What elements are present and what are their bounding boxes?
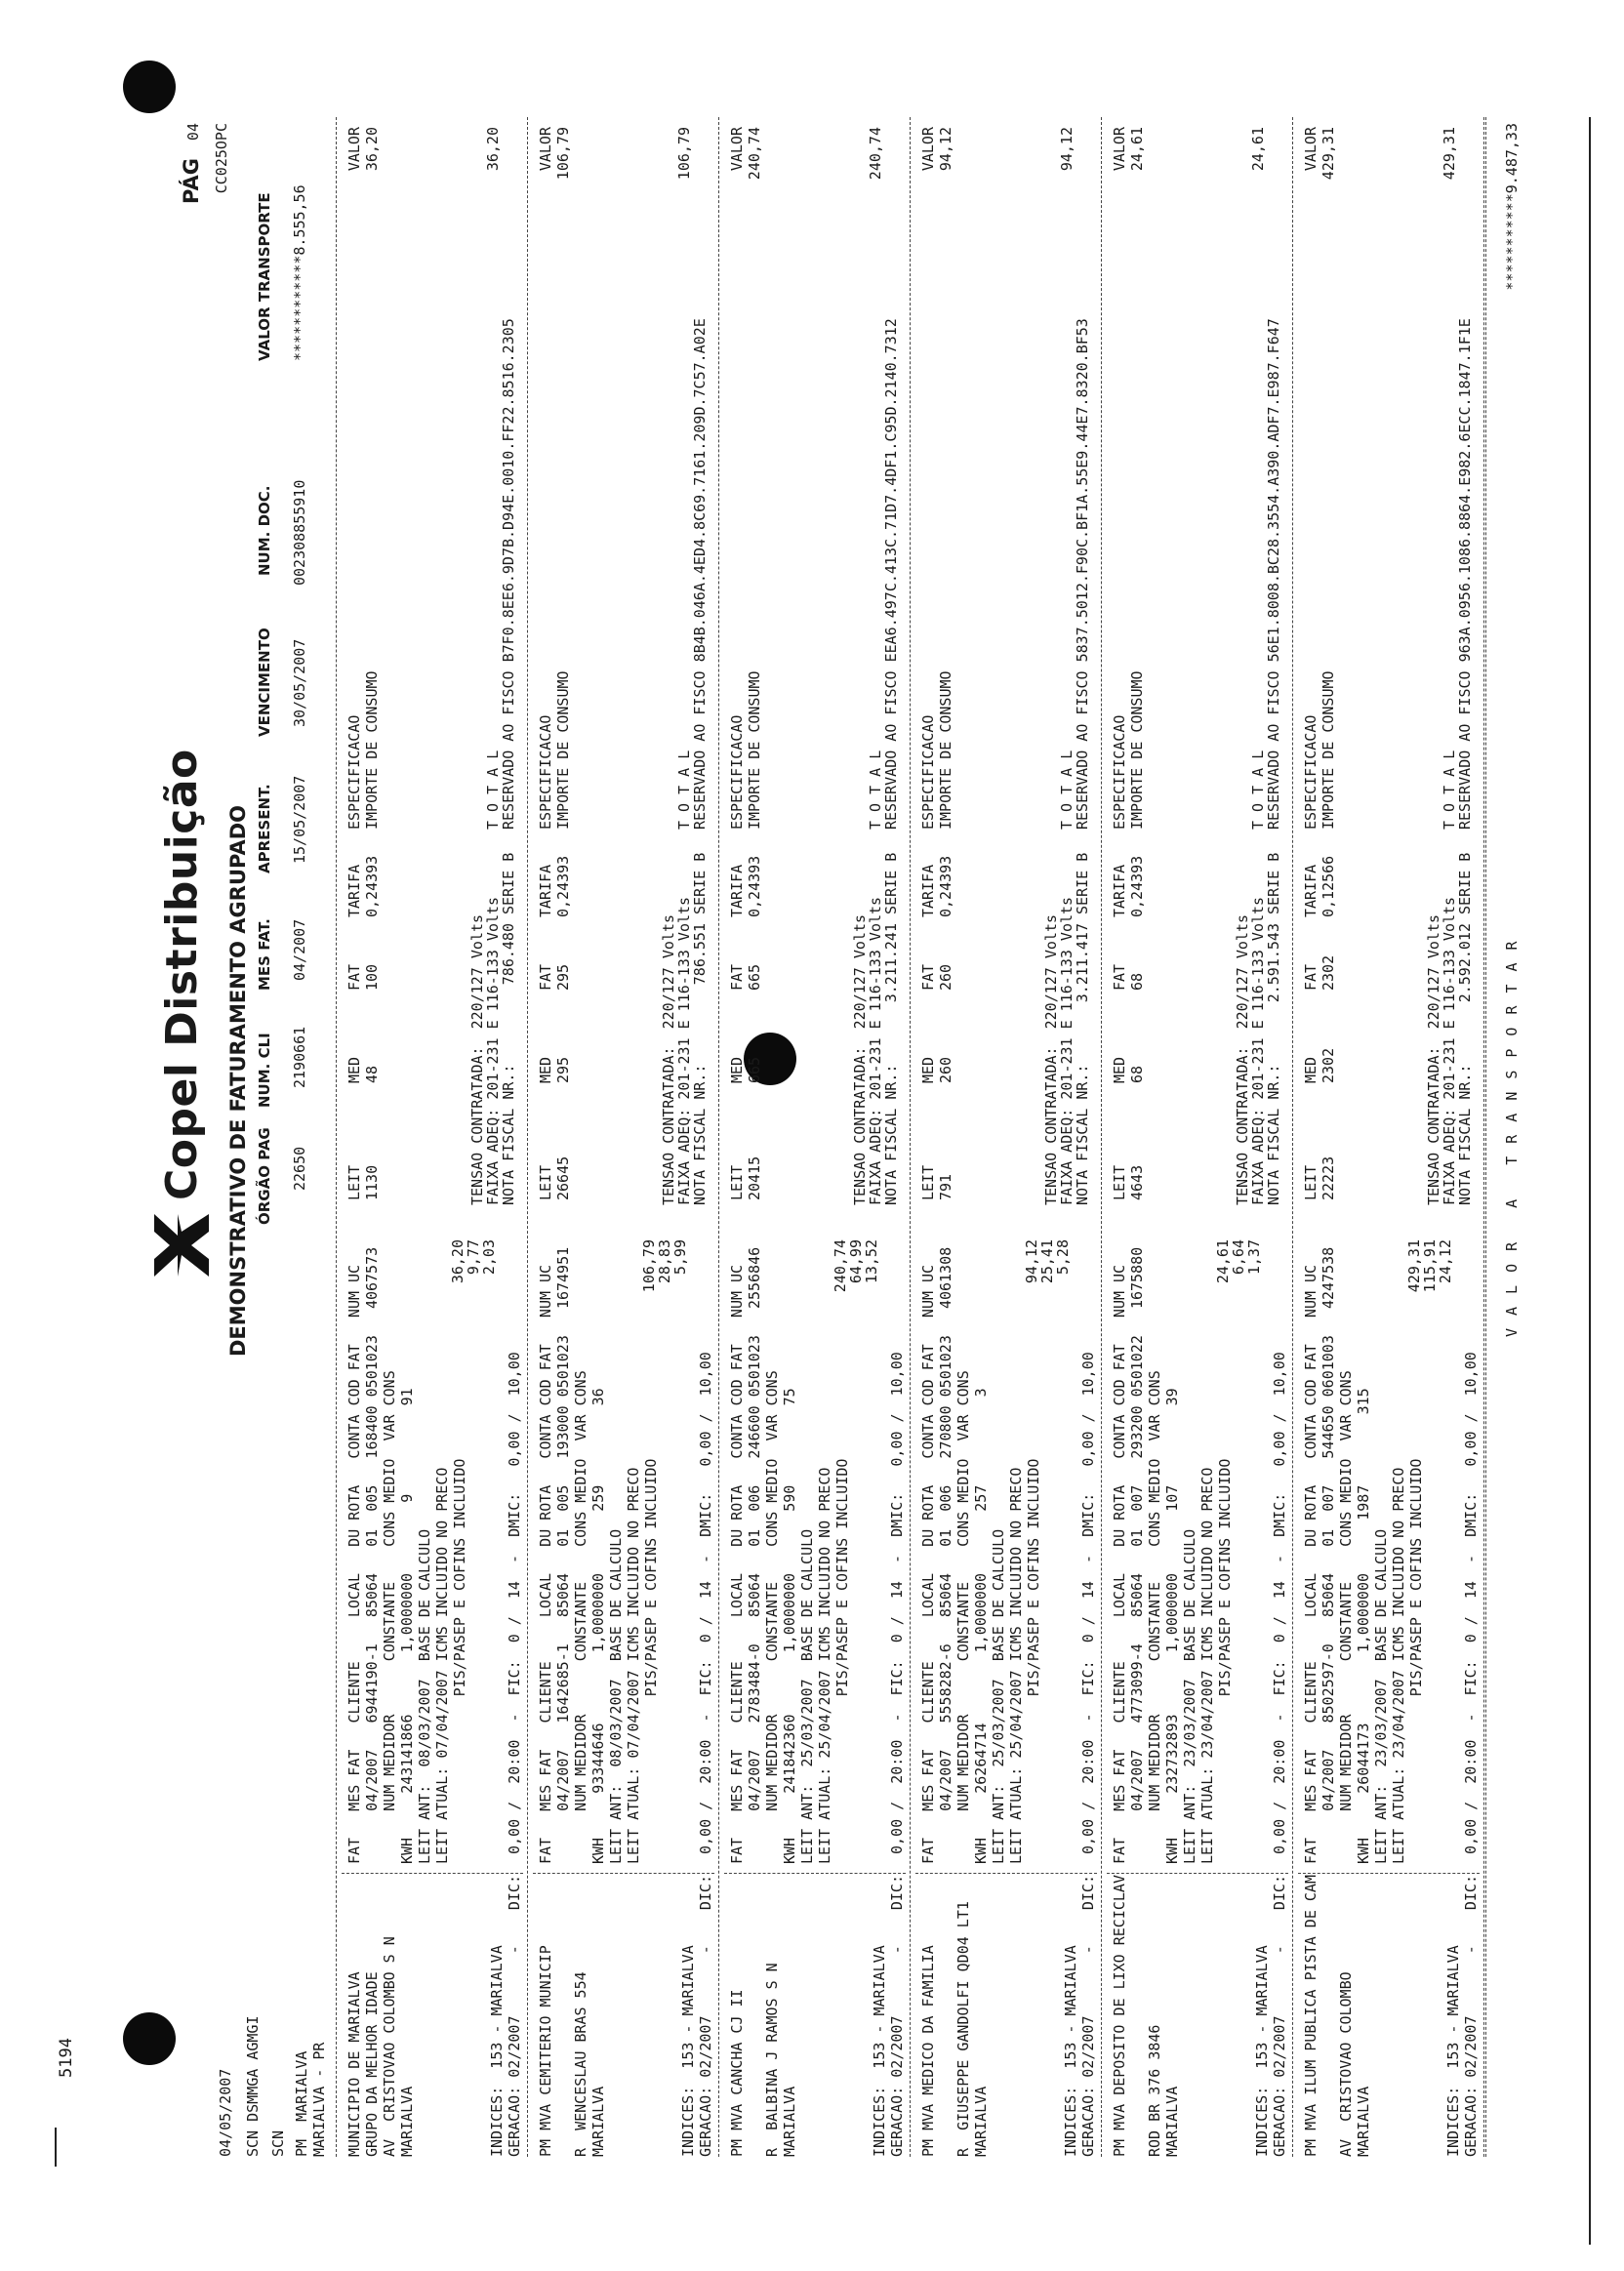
mes-fat-value: 04/2007 <box>291 918 308 981</box>
record-geracao: GERACAO: 02/2007 - DIC: <box>697 1875 714 2157</box>
record-fat-value: 295 <box>554 963 572 991</box>
record-billing-line: NUM MEDIDOR CONSTANTE CONS MEDIO VAR CONS <box>1337 1370 1355 1864</box>
form-code: CC025OPC <box>213 123 230 194</box>
record-total-label: T O T A L <box>484 750 502 830</box>
record-leit-value: 1130 <box>363 1164 381 1200</box>
record-espec-value: IMPORTE DE CONSUMO <box>746 670 763 830</box>
record-valor-label: VALOR <box>919 127 937 172</box>
record-tensao-line: NOTA FISCAL NR.: 2.591.543 SERIE B <box>1265 852 1282 1205</box>
record-billing-line: KWH 241842360 1,0000000 590 75 <box>781 1388 798 1864</box>
record-tax-value: 5,28 <box>1054 1239 1072 1276</box>
record-divider <box>1483 117 1484 2157</box>
record-billing-line: 04/2007 8502597-0 85064 01 007 544650 0601003 4247538 <box>1320 1246 1337 1864</box>
record-billing-line: LEIT ATUAL: 25/04/2007 ICMS INCLUIDO NO PRECO <box>816 1467 833 1864</box>
record-fat-label: FAT <box>1111 963 1128 991</box>
record-billing-line: LEIT ATUAL: 07/04/2007 ICMS INCLUIDO NO PRECO <box>433 1467 451 1864</box>
record-total-label: T O T A L <box>1249 750 1267 830</box>
record-tensao-line: TENSAO CONTRATADA: 220/127 Volts <box>1042 913 1060 1205</box>
record-tensao-line: NOTA FISCAL NR.: 3.211.417 SERIE B <box>1074 852 1091 1205</box>
record-espec-value: IMPORTE DE CONSUMO <box>937 670 954 830</box>
record-tensao-line: FAIXA ADEQ: 201-231 E 116-133 Volts <box>1058 896 1076 1205</box>
record-fat-value: 260 <box>937 963 954 991</box>
vencimento-value: 30/05/2007 <box>291 638 308 727</box>
record-tarifa-label: TARIFA <box>537 864 554 917</box>
record-fat-label: FAT <box>345 963 363 991</box>
record-tax-value: 64,99 <box>847 1239 865 1284</box>
valor-a-transportar-label: VALOR A TRANSPORTAR <box>1503 928 1521 1337</box>
record-name-line: MARIALVA <box>1355 2086 1372 2157</box>
record-valor-label: VALOR <box>1302 127 1320 172</box>
record-indices: INDICES: 153 - MARIALVA <box>1062 1945 1079 2157</box>
page-frame-bottom-left <box>55 2128 57 2167</box>
record-tensao-line: NOTA FISCAL NR.: 786.480 SERIE B <box>500 852 517 1205</box>
record-espec-label: ESPECIFICACAO <box>1111 714 1128 830</box>
record-total-label: T O T A L <box>675 750 693 830</box>
record-tax-value: 36,20 <box>449 1239 467 1284</box>
record-name-line: MARIALVA <box>972 2086 990 2157</box>
record-espec-label: ESPECIFICACAO <box>1302 714 1320 830</box>
page-frame-right <box>1589 117 1591 2245</box>
apresent-value: 15/05/2007 <box>291 775 308 864</box>
record-valor-value: 94,12 <box>937 127 954 172</box>
col-orgao-pag: ÓRGÃO PAG <box>256 1127 273 1225</box>
record-total-label: T O T A L <box>1441 750 1458 830</box>
record-med-label: MED <box>728 1056 746 1083</box>
record-name-line: MARIALVA <box>1163 2086 1181 2157</box>
record-name-line: MUNICIPIO DE MARIALVA <box>345 1971 363 2157</box>
record-name-line: MARIALVA <box>398 2086 416 2157</box>
record-billing-line: LEIT ANT: 23/03/2007 BASE DE CALCULO <box>1181 1528 1198 1864</box>
record-leit-label: LEIT <box>919 1164 937 1200</box>
record-valor-value: 36,20 <box>363 127 381 172</box>
record-billing-line: NUM MEDIDOR CONSTANTE CONS MEDIO VAR CONS <box>763 1370 781 1864</box>
record-tensao-line: FAIXA ADEQ: 201-231 E 116-133 Volts <box>867 896 884 1205</box>
record-med-value: 48 <box>363 1065 381 1083</box>
record-geracao: GERACAO: 02/2007 - DIC: <box>506 1875 523 2157</box>
record-tensao-line: FAIXA ADEQ: 201-231 E 116-133 Volts <box>1249 896 1267 1205</box>
record-fat-label: FAT <box>537 963 554 991</box>
page-label: PÁG <box>180 158 203 205</box>
col-mes-fat: MES FAT. <box>256 918 273 991</box>
record-med-value: 665 <box>746 1056 763 1083</box>
record-leit-value: 4643 <box>1128 1164 1146 1200</box>
header-city: MARIALVA - PR <box>310 2042 328 2157</box>
header-code-line: SCN DSMMGA AGMGI <box>244 2015 262 2157</box>
record-tax-value: 5,99 <box>671 1239 689 1276</box>
record-leit-label: LEIT <box>1302 1164 1320 1200</box>
record-billing-line: 0,00 / 20:00 - FIC: 0 / 14 - DMIC: 0,00 / 10,00 <box>888 1352 906 1854</box>
record-name-line: AV CRISTOVAO COLOMBO S N <box>381 1936 398 2157</box>
record-indices: INDICES: 153 - MARIALVA <box>488 1945 506 2157</box>
record-espec-value: IMPORTE DE CONSUMO <box>363 670 381 830</box>
record-fisco: RESERVADO AO FISCO 56E1.8008.BC28.3554.A390.ADF7.E987.F647 <box>1265 318 1282 830</box>
record-tarifa-value: 0,24393 <box>554 855 572 917</box>
record-fisco: RESERVADO AO FISCO EEA6.497C.413C.71D7.4DF1.C95D.2140.7312 <box>882 318 900 830</box>
record-fisco: RESERVADO AO FISCO 8B4B.046A.4ED4.8C69.7161.209D.7C57.A02E <box>691 318 709 830</box>
record-billing-line: 04/2007 6944190-1 85064 01 005 168400 0501023 4067573 <box>363 1246 381 1864</box>
record-tax-value: 24,61 <box>1214 1239 1232 1284</box>
col-vencimento: VENCIMENTO <box>256 628 273 737</box>
record-total-label: T O T A L <box>867 750 884 830</box>
record-tax-value: 24,12 <box>1437 1239 1454 1284</box>
record-billing-line: PIS/PASEP E COFINS INCLUIDO <box>451 1458 468 1864</box>
record-billing-line: KWH 26044173 1,0000000 1987 315 <box>1355 1388 1372 1864</box>
record-med-label: MED <box>919 1056 937 1083</box>
record-leit-value: 22223 <box>1320 1156 1337 1200</box>
record-total-value: 240,74 <box>867 127 884 181</box>
record-billing-line: LEIT ANT: 08/03/2007 BASE DE CALCULO <box>607 1528 625 1864</box>
record-valor-value: 429,31 <box>1320 127 1337 181</box>
col-apresent: APRESENT. <box>256 784 273 873</box>
record-divider <box>718 117 719 2157</box>
record-valor-label: VALOR <box>537 127 554 172</box>
page-indicator <box>180 123 203 204</box>
record-billing-line: KWH 93344646 1,0000000 259 36 <box>589 1388 607 1864</box>
record-tarifa-label: TARIFA <box>1302 864 1320 917</box>
record-total-value: 106,79 <box>675 127 693 181</box>
record-fat-value: 2302 <box>1320 954 1337 991</box>
record-tax-value: 6,64 <box>1230 1239 1247 1276</box>
record-vertical-divider <box>1298 1873 1480 1874</box>
record-name-line: GRUPO DA MELHOR IDADE <box>363 1971 381 2157</box>
record-tax-value: 9,77 <box>465 1239 482 1276</box>
record-indices: INDICES: 153 - MARIALVA <box>871 1945 888 2157</box>
record-tarifa-label: TARIFA <box>1111 864 1128 917</box>
record-name-line: R GIUSEPPE GANDOLFI QD04 LT1 <box>954 1901 972 2157</box>
record-tarifa-label: TARIFA <box>919 864 937 917</box>
record-fisco: RESERVADO AO FISCO 963A.0956.1086.8864.E982.6ECC.1847.1F1E <box>1456 318 1474 830</box>
record-espec-label: ESPECIFICACAO <box>537 714 554 830</box>
record-name-line: R BALBINA J RAMOS S N <box>763 1963 781 2157</box>
record-billing-line: 04/2007 5558282-6 85064 01 006 270800 0501023 4061308 <box>937 1246 954 1864</box>
record-name-line: AV CRISTOVAO COLOMBO <box>1337 1971 1355 2157</box>
record-total-label: T O T A L <box>1058 750 1076 830</box>
record-divider <box>910 117 911 2157</box>
record-total-value: 36,20 <box>484 127 502 172</box>
record-vertical-divider <box>342 1873 523 1874</box>
record-billing-line: LEIT ATUAL: 25/04/2007 ICMS INCLUIDO NO PRECO <box>1007 1467 1025 1864</box>
record-billing-line: NUM MEDIDOR CONSTANTE CONS MEDIO VAR CONS <box>572 1370 589 1864</box>
record-leit-label: LEIT <box>1111 1164 1128 1200</box>
record-billing-line: FAT MES FAT CLIENTE LOCAL DU ROTA CONTA COD FAT NUM UC <box>919 1264 937 1864</box>
record-tax-value: 1,37 <box>1245 1239 1263 1276</box>
record-billing-line: PIS/PASEP E COFINS INCLUIDO <box>1216 1458 1234 1864</box>
record-med-value: 68 <box>1128 1065 1146 1083</box>
record-leit-label: LEIT <box>728 1164 746 1200</box>
record-tax-value: 115,91 <box>1421 1239 1439 1293</box>
record-name-line: R WENCESLAU BRAS 554 <box>572 1971 589 2157</box>
report-date: 04/05/2007 <box>217 2068 234 2157</box>
divider-footer <box>1485 117 1486 2157</box>
record-total-value: 429,31 <box>1441 127 1458 181</box>
record-tensao-line: TENSAO CONTRATADA: 220/127 Volts <box>660 913 677 1205</box>
record-tax-value: 13,52 <box>863 1239 880 1284</box>
record-tax-value: 2,03 <box>480 1239 498 1276</box>
record-fat-label: FAT <box>1302 963 1320 991</box>
record-billing-line: FAT MES FAT CLIENTE LOCAL DU ROTA CONTA COD FAT NUM UC <box>1302 1264 1320 1864</box>
record-name-line: PM MVA ILUM PUBLICA PISTA DE CAM <box>1302 1875 1320 2157</box>
record-billing-line: NUM MEDIDOR CONSTANTE CONS MEDIO VAR CONS <box>1146 1370 1163 1864</box>
record-billing-line: LEIT ANT: 23/03/2007 BASE DE CALCULO <box>1372 1528 1390 1864</box>
record-tax-value: 106,79 <box>640 1239 658 1293</box>
record-billing-line: LEIT ATUAL: 23/04/2007 ICMS INCLUIDO NO PRECO <box>1390 1467 1407 1864</box>
record-billing-line: PIS/PASEP E COFINS INCLUIDO <box>642 1458 660 1864</box>
record-total-value: 94,12 <box>1058 127 1076 172</box>
company-name: Copel Distribuição <box>156 749 207 1200</box>
record-billing-line: PIS/PASEP E COFINS INCLUIDO <box>833 1458 851 1864</box>
record-fat-value: 68 <box>1128 972 1146 991</box>
record-billing-line: LEIT ANT: 08/03/2007 BASE DE CALCULO <box>416 1528 433 1864</box>
record-med-value: 2302 <box>1320 1047 1337 1083</box>
record-fat-label: FAT <box>728 963 746 991</box>
record-fat-value: 665 <box>746 963 763 991</box>
record-divider <box>527 117 528 2157</box>
record-billing-line: LEIT ATUAL: 07/04/2007 ICMS INCLUIDO NO PRECO <box>625 1467 642 1864</box>
record-tarifa-value: 0,24393 <box>746 855 763 917</box>
record-tensao-line: FAIXA ADEQ: 201-231 E 116-133 Volts <box>1441 896 1458 1205</box>
record-geracao: GERACAO: 02/2007 - DIC: <box>888 1875 906 2157</box>
record-billing-line: LEIT ANT: 25/03/2007 BASE DE CALCULO <box>798 1528 816 1864</box>
record-indices: INDICES: 153 - MARIALVA <box>679 1945 697 2157</box>
record-billing-line: 0,00 / 20:00 - FIC: 0 / 14 - DMIC: 0,00 / 10,00 <box>1462 1352 1480 1854</box>
record-geracao: GERACAO: 02/2007 - DIC: <box>1079 1875 1097 2157</box>
record-espec-label: ESPECIFICACAO <box>345 714 363 830</box>
record-billing-line: 0,00 / 20:00 - FIC: 0 / 14 - DMIC: 0,00 / 10,00 <box>506 1352 523 1854</box>
record-name-line: PM MVA CEMITERIO MUNICIP <box>537 1945 554 2157</box>
record-indices: INDICES: 153 - MARIALVA <box>1253 1945 1271 2157</box>
record-tensao-line: NOTA FISCAL NR.: 2.592.012 SERIE B <box>1456 852 1474 1205</box>
record-valor-value: 24,61 <box>1128 127 1146 172</box>
header-scn: SCN <box>269 2129 287 2157</box>
record-geracao: GERACAO: 02/2007 - DIC: <box>1271 1875 1288 2157</box>
record-espec-value: IMPORTE DE CONSUMO <box>1128 670 1146 830</box>
record-leit-label: LEIT <box>345 1164 363 1200</box>
divider <box>336 117 337 2157</box>
record-valor-label: VALOR <box>728 127 746 172</box>
record-name-line: PM MVA DEPOSITO DE LIXO RECICLAV <box>1111 1875 1128 2157</box>
record-divider <box>1101 117 1102 2157</box>
record-valor-label: VALOR <box>1111 127 1128 172</box>
record-indices: INDICES: 153 - MARIALVA <box>1444 1945 1462 2157</box>
record-leit-label: LEIT <box>537 1164 554 1200</box>
record-espec-value: IMPORTE DE CONSUMO <box>554 670 572 830</box>
record-billing-line: 04/2007 1642685-1 85064 01 005 193000 0501023 1674951 <box>554 1246 572 1864</box>
num-doc-value: 002308855910 <box>291 479 308 586</box>
record-vertical-divider <box>1107 1873 1288 1874</box>
valor-transporte-value: ************8.555,56 <box>291 184 308 361</box>
record-med-label: MED <box>537 1056 554 1083</box>
record-name-line: PM MVA MEDICO DA FAMILIA <box>919 1945 937 2157</box>
record-name-line: MARIALVA <box>781 2086 798 2157</box>
record-espec-value: IMPORTE DE CONSUMO <box>1320 670 1337 830</box>
record-name-line: MARIALVA <box>589 2086 607 2157</box>
record-billing-line: 04/2007 2783484-0 85064 01 006 246600 0501023 2556846 <box>746 1246 763 1864</box>
record-billing-line: KWH 232732893 1,0000000 107 39 <box>1163 1388 1181 1864</box>
record-tax-value: 28,83 <box>656 1239 673 1284</box>
record-billing-line: FAT MES FAT CLIENTE LOCAL DU ROTA CONTA COD FAT NUM UC <box>345 1264 363 1864</box>
record-fat-label: FAT <box>919 963 937 991</box>
record-divider <box>1292 117 1293 2157</box>
record-tarifa-value: 0,12566 <box>1320 855 1337 917</box>
record-med-value: 260 <box>937 1056 954 1083</box>
record-med-label: MED <box>345 1056 363 1083</box>
record-tensao-line: NOTA FISCAL NR.: 786.551 SERIE B <box>691 852 709 1205</box>
record-espec-label: ESPECIFICACAO <box>919 714 937 830</box>
record-billing-line: PIS/PASEP E COFINS INCLUIDO <box>1025 1458 1042 1864</box>
record-espec-label: ESPECIFICACAO <box>728 714 746 830</box>
record-billing-line: FAT MES FAT CLIENTE LOCAL DU ROTA CONTA COD FAT NUM UC <box>728 1264 746 1864</box>
record-tensao-line: NOTA FISCAL NR.: 3.211.241 SERIE B <box>882 852 900 1205</box>
record-billing-line: LEIT ATUAL: 23/04/2007 ICMS INCLUIDO NO PRECO <box>1198 1467 1216 1864</box>
record-tensao-line: TENSAO CONTRATADA: 220/127 Volts <box>1425 913 1442 1205</box>
record-billing-line: 04/2007 4773099-4 85064 01 007 293200 0501022 1675880 <box>1128 1246 1146 1864</box>
record-billing-line: NUM MEDIDOR CONSTANTE CONS MEDIO VAR CONS <box>954 1370 972 1864</box>
record-billing-line: FAT MES FAT CLIENTE LOCAL DU ROTA CONTA COD FAT NUM UC <box>537 1264 554 1864</box>
record-billing-line: 0,00 / 20:00 - FIC: 0 / 14 - DMIC: 0,00 / 10,00 <box>1271 1352 1288 1854</box>
page-number: 04 <box>184 123 202 142</box>
record-tax-value: 240,74 <box>832 1239 849 1293</box>
rotated-billing-sheet <box>146 98 1571 2176</box>
record-leit-value: 791 <box>937 1173 954 1200</box>
record-med-label: MED <box>1111 1056 1128 1083</box>
record-billing-line: NUM MEDIDOR CONSTANTE CONS MEDIO VAR CONS <box>381 1370 398 1864</box>
company-logo <box>152 749 211 1278</box>
valor-a-transportar-amount: ***********9.487,33 <box>1503 123 1521 291</box>
record-tensao-line: FAIXA ADEQ: 201-231 E 116-133 Volts <box>675 896 693 1205</box>
record-billing-line: LEIT ANT: 25/03/2007 BASE DE CALCULO <box>990 1528 1007 1864</box>
record-med-value: 295 <box>554 1056 572 1083</box>
record-name-line: ROD BR 376 3846 <box>1146 2024 1163 2157</box>
record-fisco: RESERVADO AO FISCO 5837.5012.F90C.BF1A.55E9.44E7.8320.BF53 <box>1074 318 1091 830</box>
record-valor-value: 106,79 <box>554 127 572 181</box>
record-billing-line: FAT MES FAT CLIENTE LOCAL DU ROTA CONTA COD FAT NUM UC <box>1111 1264 1128 1864</box>
record-tax-value: 429,31 <box>1405 1239 1423 1293</box>
record-leit-value: 26645 <box>554 1156 572 1200</box>
record-tensao-line: TENSAO CONTRATADA: 220/127 Volts <box>851 913 869 1205</box>
col-num-doc: NUM. DOC. <box>256 485 273 576</box>
document-title: DEMONSTRATIVO DE FATURAMENTO AGRUPADO <box>226 805 250 1357</box>
record-vertical-divider <box>915 1873 1097 1874</box>
record-name-line: PM MVA CANCHA CJ II <box>728 1989 746 2157</box>
record-tarifa-value: 0,24393 <box>937 855 954 917</box>
record-tax-value: 94,12 <box>1023 1239 1040 1284</box>
record-tarifa-value: 0,24393 <box>363 855 381 917</box>
num-cli-value: 2190661 <box>291 1026 308 1088</box>
copel-logo-icon <box>152 1210 211 1278</box>
record-total-value: 24,61 <box>1249 127 1267 172</box>
record-tensao-line: TENSAO CONTRATADA: 220/127 Volts <box>1234 913 1251 1205</box>
page-edge-number: 5194 <box>57 2038 76 2078</box>
record-med-label: MED <box>1302 1056 1320 1083</box>
record-tensao-line: FAIXA ADEQ: 201-231 E 116-133 Volts <box>484 896 502 1205</box>
record-leit-value: 20415 <box>746 1156 763 1200</box>
record-fat-value: 100 <box>363 963 381 991</box>
record-billing-line: PIS/PASEP E COFINS INCLUIDO <box>1407 1458 1425 1864</box>
record-tensao-line: TENSAO CONTRATADA: 220/127 Volts <box>468 913 486 1205</box>
col-valor-transporte: VALOR TRANSPORTE <box>256 192 273 361</box>
record-geracao: GERACAO: 02/2007 - DIC: <box>1462 1875 1480 2157</box>
record-billing-line: 0,00 / 20:00 - FIC: 0 / 14 - DMIC: 0,00 / 10,00 <box>1079 1352 1097 1854</box>
record-tax-value: 25,41 <box>1038 1239 1056 1284</box>
record-billing-line: KWH 243141866 1,0000000 9 91 <box>398 1388 416 1864</box>
record-vertical-divider <box>533 1873 714 1874</box>
record-vertical-divider <box>724 1873 906 1874</box>
record-tarifa-value: 0,24393 <box>1128 855 1146 917</box>
record-billing-line: 0,00 / 20:00 - FIC: 0 / 14 - DMIC: 0,00 / 10,00 <box>697 1352 714 1854</box>
record-valor-label: VALOR <box>345 127 363 172</box>
header-client: PM MARIALVA <box>293 2050 310 2157</box>
record-billing-line: KWH 26264714 1,0000000 257 3 <box>972 1388 990 1864</box>
record-valor-value: 240,74 <box>746 127 763 181</box>
record-fisco: RESERVADO AO FISCO B7F0.8EE6.9D7B.D94E.0010.FF22.8516.2305 <box>500 318 517 830</box>
orgao-pag-value: 22650 <box>291 1146 308 1191</box>
record-tarifa-label: TARIFA <box>345 864 363 917</box>
col-num-cli: NUM. CLI <box>256 1033 273 1108</box>
record-tarifa-label: TARIFA <box>728 864 746 917</box>
